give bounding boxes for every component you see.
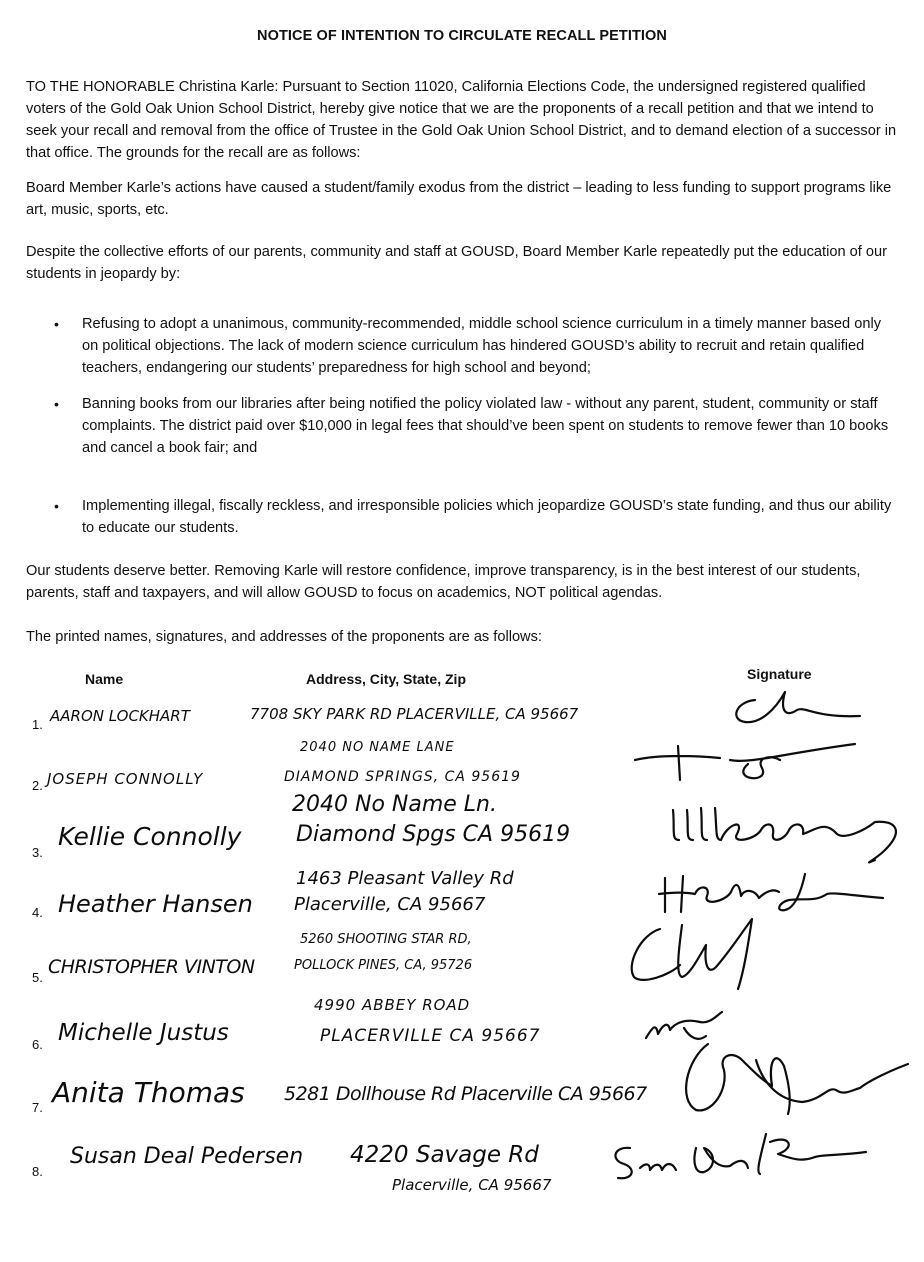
row-number: 3. (32, 845, 43, 860)
printed-name: Kellie Connolly (58, 822, 242, 851)
bullet-icon: • (54, 396, 59, 412)
bullet-text: Refusing to adopt a unanimous, community-recommended, middle school science curriculum in a timely manner based only on political objections. The lack of modern science curriculum has hindered GOUSD’s ability to recruit and retain qualified teachers, endangering our students’ preparedness for high school and beyond; (82, 316, 881, 376)
address-line: POLLOCK PINES, CA, 95726 (294, 958, 473, 973)
address-line: Placerville, CA 95667 (392, 1176, 552, 1194)
intro-paragraph: TO THE HONORABLE Christina Karle: Pursuant to Section 11020, California Elections Code, the undersigned registered qualified voters of the Gold Oak Union School District, hereby give notice that we are the proponents of a recall petition and that we intend to seek your recall and removal from the office of Trustee in the Gold Oak Union School District, and to demand election of a successor in that office. The grounds for the recall are as follows: (26, 79, 897, 161)
printed-name: Heather Hansen (58, 890, 253, 918)
address-line: DIAMOND SPRINGS, CA 95619 (284, 769, 521, 785)
jeopardy-paragraph: Despite the collective efforts of our parents, community and staff at GOUSD, Board Member Karle repeatedly put the education of our students in jeopardy by: (26, 244, 887, 282)
header-signature: Signature (747, 666, 812, 682)
bullet-text: Banning books from our libraries after being notified the policy violated law - without any parent, student, community or staff complaints. The district paid over $10,000 in legal fees that should’ve been spent on students to remove fewer than 10 books and cancel a book fair; and (82, 396, 889, 456)
bullet-icon: • (54, 498, 59, 514)
signature-mark (655, 862, 885, 922)
address-line: 2040 No Name Ln. (292, 792, 497, 817)
row-number: 1. (32, 717, 43, 732)
bullet-text: Implementing illegal, fiscally reckless, and irresponsible policies which jeopardize GOUSD’s state funding, and thus our ability to educate our students. (82, 498, 892, 536)
address-line: 5281 Dollhouse Rd Placerville CA 95667 (284, 1083, 647, 1105)
row-number: 7. (32, 1100, 43, 1115)
bullet-icon: • (54, 316, 59, 332)
address-line: 7708 SKY PARK RD PLACERVILLE, CA 95667 (250, 705, 579, 723)
row-number: 5. (32, 970, 43, 985)
address-line: 2040 NO NAME LANE (300, 740, 455, 755)
address-line: 5260 SHOOTING STAR RD, (300, 932, 472, 947)
printed-name: JOSEPH CONNOLLY (47, 770, 204, 788)
printed-name: Anita Thomas (52, 1076, 245, 1109)
proponents-intro: The printed names, signatures, and addresses of the proponents are as follows: (26, 629, 542, 645)
conclusion-paragraph: Our students deserve better. Removing Karle will restore confidence, improve transparency, is in the best interest of our students, parents, staff and taxpayers, and will allow GOUSD to focus on academics, NOT political agendas. (26, 563, 861, 601)
signature-mark (672, 1030, 912, 1120)
row-number: 4. (32, 905, 43, 920)
row-number: 2. (32, 778, 43, 793)
signature-mark (725, 680, 865, 730)
address-line: 4220 Savage Rd (350, 1142, 539, 1168)
printed-name: AARON LOCKHART (50, 707, 190, 725)
bullet-item-curriculum (54, 313, 900, 379)
bullet-item-books (54, 393, 900, 459)
row-number: 6. (32, 1037, 43, 1052)
header-address: Address, City, State, Zip (306, 671, 466, 687)
signature-mark (665, 800, 924, 870)
address-line: 4990 ABBEY ROAD (314, 996, 471, 1014)
signature-mark (600, 1128, 870, 1188)
address-line: Placerville, CA 95667 (294, 894, 486, 915)
document-title: NOTICE OF INTENTION TO CIRCULATE RECALL PETITION (257, 28, 667, 44)
header-name: Name (85, 671, 124, 687)
printed-name: Michelle Justus (58, 1020, 229, 1046)
printed-name: Susan Deal Pedersen (70, 1144, 304, 1169)
address-line: PLACERVILLE CA 95667 (320, 1026, 541, 1046)
grounds-paragraph: Board Member Karle’s actions have caused a student/family exodus from the district – leading to less funding to support programs like art, music, sports, etc. (26, 180, 892, 218)
address-line: 1463 Pleasant Valley Rd (296, 868, 514, 889)
row-number: 8. (32, 1164, 43, 1179)
signature-mark (630, 740, 860, 790)
bullet-item-policies (54, 495, 900, 539)
signature-mark (620, 915, 780, 990)
address-line: Diamond Spgs CA 95619 (296, 822, 571, 847)
printed-name: CHRISTOPHER VINTON (48, 956, 255, 978)
